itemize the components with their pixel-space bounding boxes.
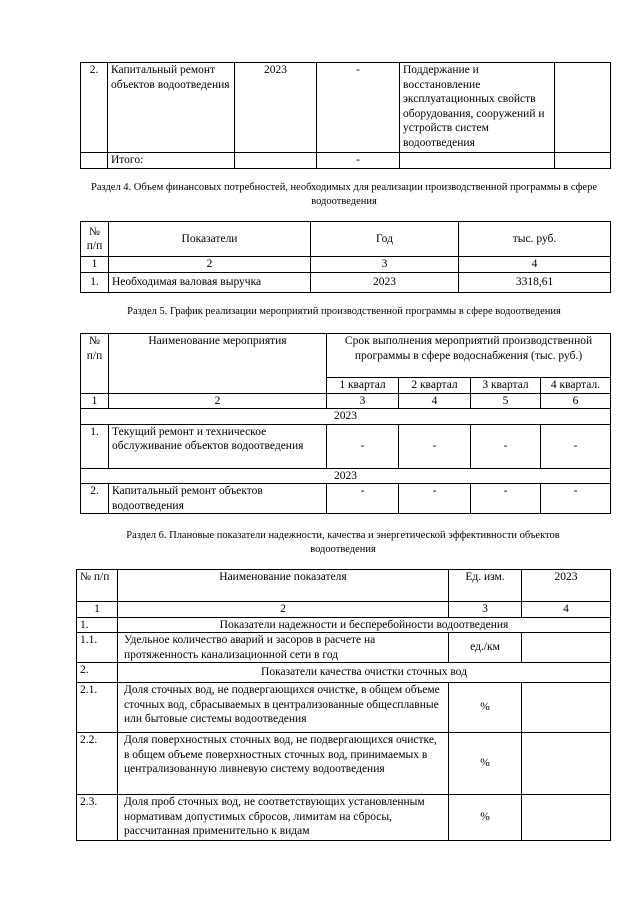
group-number: 1. (77, 617, 118, 633)
year-row (81, 409, 611, 425)
row-number: 2.2. (77, 733, 118, 795)
q3-value: - (471, 424, 541, 468)
activity-extra (555, 63, 611, 153)
table-row (77, 733, 611, 795)
group-number: 2. (77, 663, 118, 683)
indicator-unit: ед./км (449, 633, 522, 663)
row-number: 2.1. (77, 683, 118, 733)
indicator-name: Удельное количество аварий и засоров в расчете на протяженность канализационной сети в год (118, 633, 449, 663)
index-cell: 2 (118, 602, 449, 618)
total-amount: - (317, 153, 400, 169)
index-row (81, 257, 611, 273)
table-row (77, 683, 611, 733)
activity-name: Капитальный ремонт объектов водоотведения (108, 63, 235, 153)
row-number: 2. (81, 63, 108, 153)
schedule-table (80, 333, 611, 514)
year-label: 2023 (81, 468, 611, 484)
row-number: 1. (81, 424, 109, 468)
activity-name: Текущий ремонт и техническое обслуживание объектов водоотведения (109, 424, 327, 468)
index-cell: 2 (109, 393, 327, 409)
q2-value: - (399, 424, 471, 468)
indicator-name: Доля сточных вод, не подвергающихся очистке, в общем объеме сточных вод, сбрасываемых в централизованные общесплавные или бытовые системы водоотведения (118, 683, 449, 733)
activity-year: 2023 (235, 63, 317, 153)
activities-table-continuation (80, 62, 611, 169)
indicator-name: Доля поверхностных сточных вод, не подвергающихся очистке, в общем объеме поверхностных сточных вод, принимаемых в централизованную ливневую систему водоотведения (118, 733, 449, 795)
row-number: 2.3. (77, 795, 118, 841)
header-name: Наименование показателя (118, 570, 449, 602)
indicator-value (522, 683, 611, 733)
table-row (77, 795, 611, 841)
header-q2: 2 квартал (399, 378, 471, 394)
indicator-unit: % (449, 795, 522, 841)
index-cell: 4 (399, 393, 471, 409)
q4-value: - (541, 424, 611, 468)
header-year: Год (311, 222, 459, 257)
q2-value: - (399, 484, 471, 514)
header-q3: 3 квартал (471, 378, 541, 394)
year-label: 2023 (81, 409, 611, 425)
header-unit: тыс. руб. (459, 222, 611, 257)
group-title: Показатели надежности и бесперебойности водоотведения (118, 617, 611, 633)
index-cell: 4 (522, 602, 611, 618)
q4-value: - (541, 484, 611, 514)
index-row (81, 393, 611, 409)
q1-value: - (327, 484, 399, 514)
table-row (81, 63, 611, 153)
index-cell: 3 (311, 257, 459, 273)
header-year: 2023 (522, 570, 611, 602)
indicator-value (522, 733, 611, 795)
row-number: 1.1. (77, 633, 118, 663)
indicator-unit: % (449, 733, 522, 795)
indicator-value (522, 633, 611, 663)
activity-amount: - (317, 63, 400, 153)
header-q1: 1 квартал (327, 378, 399, 394)
group-row (77, 617, 611, 633)
index-cell: 1 (77, 602, 118, 618)
indicator-year: 2023 (311, 272, 459, 292)
indicator-value (522, 795, 611, 841)
q3-value: - (471, 484, 541, 514)
header-name: Наименование мероприятия (109, 334, 327, 394)
header-num: № п/п (81, 222, 109, 257)
index-cell: 2 (109, 257, 311, 273)
section-4-caption: Раздел 4. Объем финансовых потребностей, необходимых для реализации производственной программы в сфере водоотведения (90, 182, 597, 207)
index-cell: 1 (81, 257, 109, 273)
index-cell: 3 (327, 393, 399, 409)
group-title: Показатели качества очистки сточных вод (118, 663, 611, 683)
index-cell: 3 (449, 602, 522, 618)
row-number: 1. (81, 272, 109, 292)
year-row (81, 468, 611, 484)
indicators-table (76, 569, 611, 841)
header-row (81, 222, 611, 257)
section-5-caption: Раздел 5. График реализации мероприятий производственной программы в сфере водоотведения (127, 306, 561, 317)
table-row (81, 484, 611, 514)
index-cell: 6 (541, 393, 611, 409)
header-num: № п/п (81, 334, 109, 394)
header-q4: 4 квартал. (541, 378, 611, 394)
group-row (77, 663, 611, 683)
q1-value: - (327, 424, 399, 468)
index-cell: 1 (81, 393, 109, 409)
header-indicator: Показатели (109, 222, 311, 257)
activity-name: Капитальный ремонт объектов водоотведения (109, 484, 327, 514)
header-num: № п/п (77, 570, 118, 602)
index-cell: 4 (459, 257, 611, 273)
total-label: Итого: (108, 153, 235, 169)
financial-needs-table (80, 221, 611, 293)
header-unit: Ед. изм. (449, 570, 522, 602)
section-6-caption: Раздел 6. Плановые показатели надежности, качества и энергетической эффективности объектов водоотведения (126, 530, 560, 555)
total-row (81, 153, 611, 169)
indicator-value: 3318,61 (459, 272, 611, 292)
indicator-name: Доля проб сточных вод, не соответствующих установленным нормативам допустимых сбросов, лимитам на сбросы, рассчитанная применительно к видам (118, 795, 449, 841)
activity-purpose: Поддержание и восстановление эксплуатационных свойств оборудования, сооружений и устройств систем водоотведения (400, 63, 555, 153)
table-row (77, 633, 611, 663)
indicator-unit: % (449, 683, 522, 733)
row-number: 2. (81, 484, 109, 514)
header-term: Срок выполнения мероприятий производственной программы в сфере водоснабжения (тыс. руб.) (327, 334, 611, 378)
index-cell: 5 (471, 393, 541, 409)
header-row (77, 570, 611, 602)
table-row (81, 272, 611, 292)
indicator-name: Необходимая валовая выручка (109, 272, 311, 292)
table-row (81, 424, 611, 468)
index-row (77, 602, 611, 618)
header-row (81, 334, 611, 378)
